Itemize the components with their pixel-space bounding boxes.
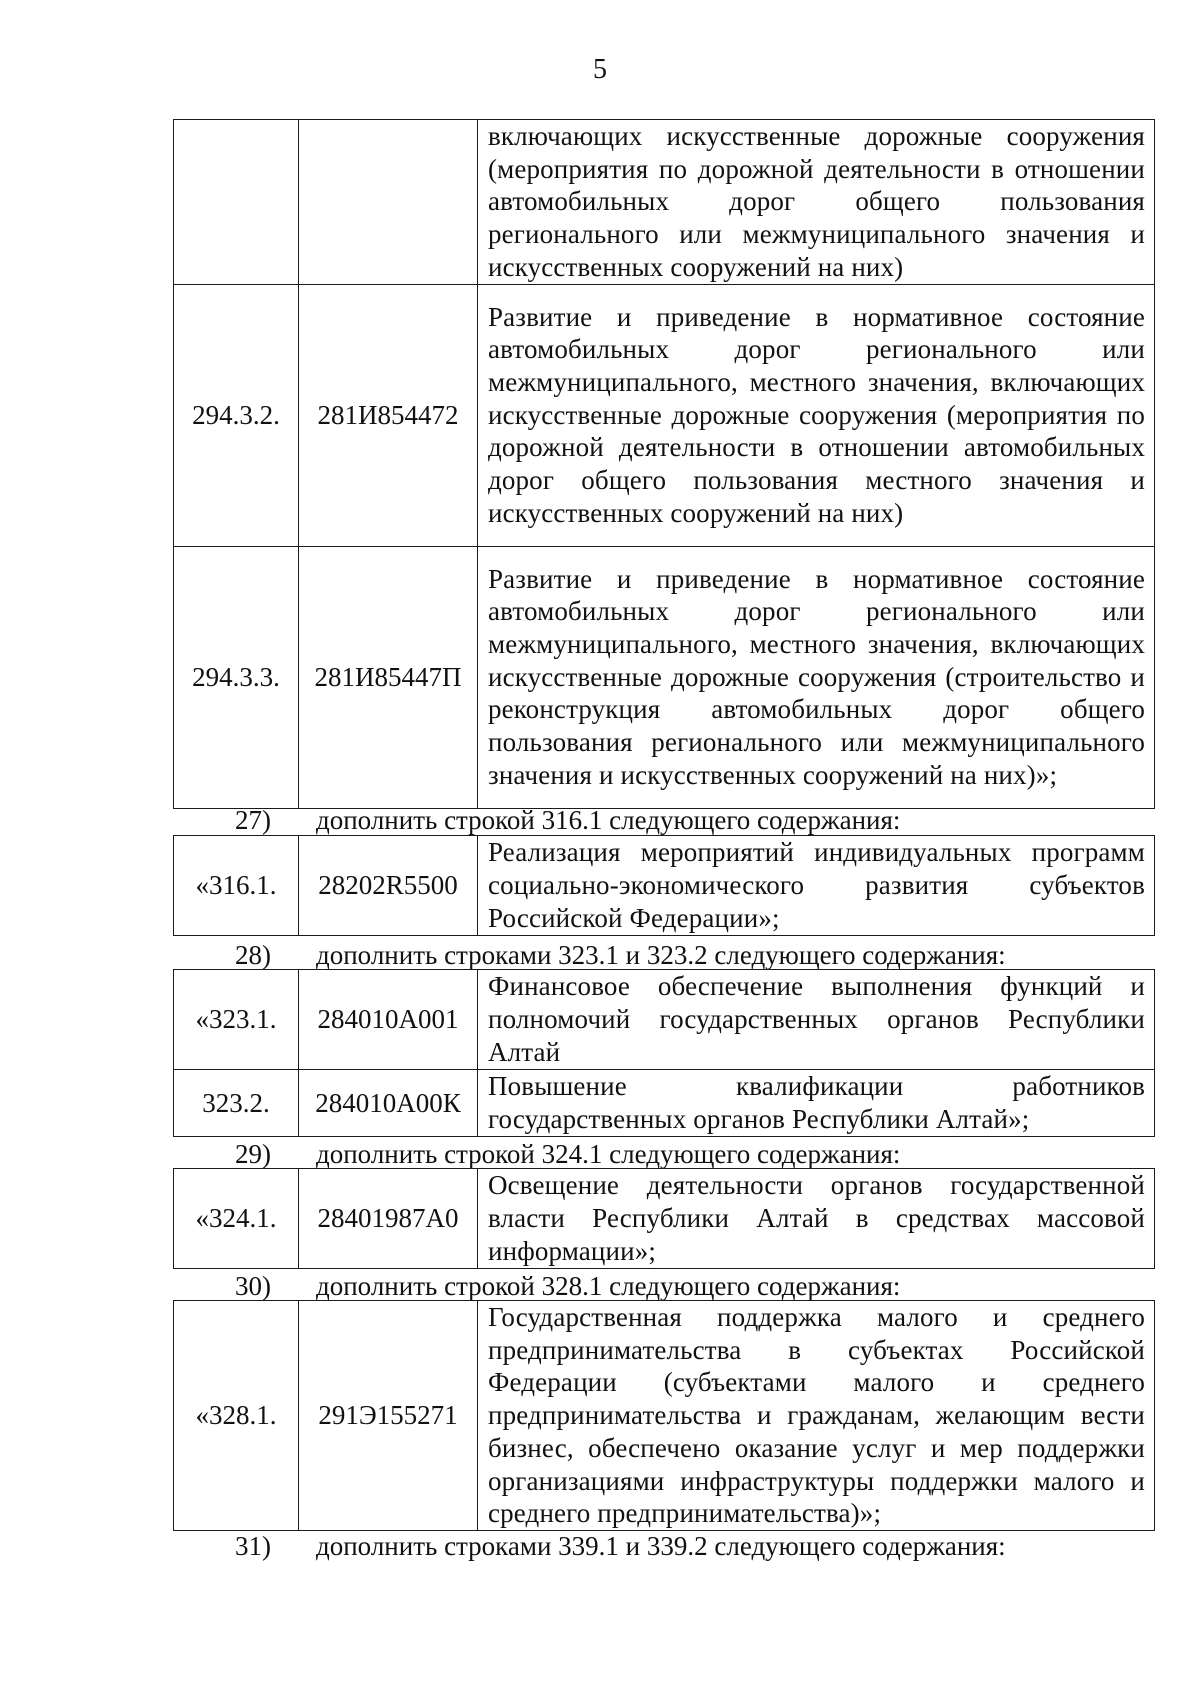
table-row [174, 284, 1155, 546]
budget-table-316 [173, 835, 1155, 936]
amendment-text: дополнить строкой 316.1 следующего содержания: [316, 805, 901, 835]
budget-code: 28401987А0 [299, 1169, 478, 1269]
row-number: 294.3.2. [174, 284, 299, 546]
row-number: «316.1. [174, 836, 299, 936]
row-description: Финансовое обеспечение выполнения функций и полномочий государственных органов Республики Алтай [478, 970, 1155, 1070]
row-description: Реализация мероприятий индивидуальных программ социально-экономического развития субъектов Российской Федерации»; [478, 836, 1155, 936]
page-number: 5 [593, 54, 607, 85]
amendment-instruction [173, 941, 1155, 969]
row-number: «328.1. [174, 1301, 299, 1531]
amendment-instruction [173, 1532, 1155, 1560]
row-number: «324.1. [174, 1169, 299, 1269]
row-number: «323.1. [174, 970, 299, 1070]
budget-code: 281И854472 [299, 284, 478, 546]
amendment-text: дополнить строкой 328.1 следующего содержания: [316, 1271, 901, 1301]
budget-code [299, 120, 478, 285]
amendment-text: дополнить строками 339.1 и 339.2 следующего содержания: [316, 1531, 1006, 1561]
amendment-instruction [173, 806, 1155, 834]
table-row [174, 546, 1155, 808]
amendment-text: дополнить строками 323.1 и 323.2 следующего содержания: [316, 940, 1006, 970]
row-description: Развитие и приведение в нормативное состояние автомобильных дорог регионального или межмуниципального, местного значения, включающих искусственные дорожные сооружения (мероприятия по дорожной деятельности в отношении автомобильных дорог общего пользования местного значения и искусственных сооружений на них) [478, 284, 1155, 546]
amendment-number: 29) [235, 1139, 271, 1169]
amendment-number: 27) [235, 805, 271, 835]
row-description: Развитие и приведение в нормативное состояние автомобильных дорог регионального или межмуниципального, местного значения, включающих искусственные дорожные сооружения (строительство и реконструкция автомобильных дорог общего пользования регионального или межмуниципального значения и искусственных сооружений на них)»; [478, 546, 1155, 808]
table-row [174, 836, 1155, 936]
amendment-instruction [173, 1140, 1155, 1168]
budget-table-324 [173, 1168, 1155, 1269]
amendment-number: 31) [235, 1531, 271, 1561]
budget-code: 291Э155271 [299, 1301, 478, 1531]
budget-code: 281И85447П [299, 546, 478, 808]
table-row [174, 1169, 1155, 1269]
amendment-text: дополнить строкой 324.1 следующего содержания: [316, 1139, 901, 1169]
table-row [174, 970, 1155, 1070]
budget-table-323 [173, 969, 1155, 1137]
row-description: Государственная поддержка малого и среднего предпринимательства в субъектах Российской Федерации (субъектами малого и среднего предпринимательства и гражданам, желающим вести бизнес, обеспечено оказание услуг и мер поддержки организациями инфраструктуры поддержки малого и среднего предпринимательства)»; [478, 1301, 1155, 1531]
row-description: Повышение квалификации работников государственных органов Республики Алтай»; [478, 1070, 1155, 1137]
budget-code: 284010А001 [299, 970, 478, 1070]
row-description: Освещение деятельности органов государственной власти Республики Алтай в средствах массовой информации»; [478, 1169, 1155, 1269]
budget-code: 28202R5500 [299, 836, 478, 936]
row-number [174, 120, 299, 285]
budget-code: 284010А00К [299, 1070, 478, 1137]
row-description: включающих искусственные дорожные сооружения (мероприятия по дорожной деятельности в отношении автомобильных дорог общего пользования регионального или межмуниципального значения и искусственных сооружений на них) [478, 120, 1155, 285]
budget-table-continuation [173, 119, 1155, 809]
amendment-number: 30) [235, 1271, 271, 1301]
row-number: 294.3.3. [174, 546, 299, 808]
amendment-number: 28) [235, 940, 271, 970]
row-number: 323.2. [174, 1070, 299, 1137]
budget-table-328 [173, 1300, 1155, 1531]
table-row [174, 1301, 1155, 1531]
table-row [174, 120, 1155, 285]
table-row [174, 1070, 1155, 1137]
amendment-instruction [173, 1272, 1155, 1300]
